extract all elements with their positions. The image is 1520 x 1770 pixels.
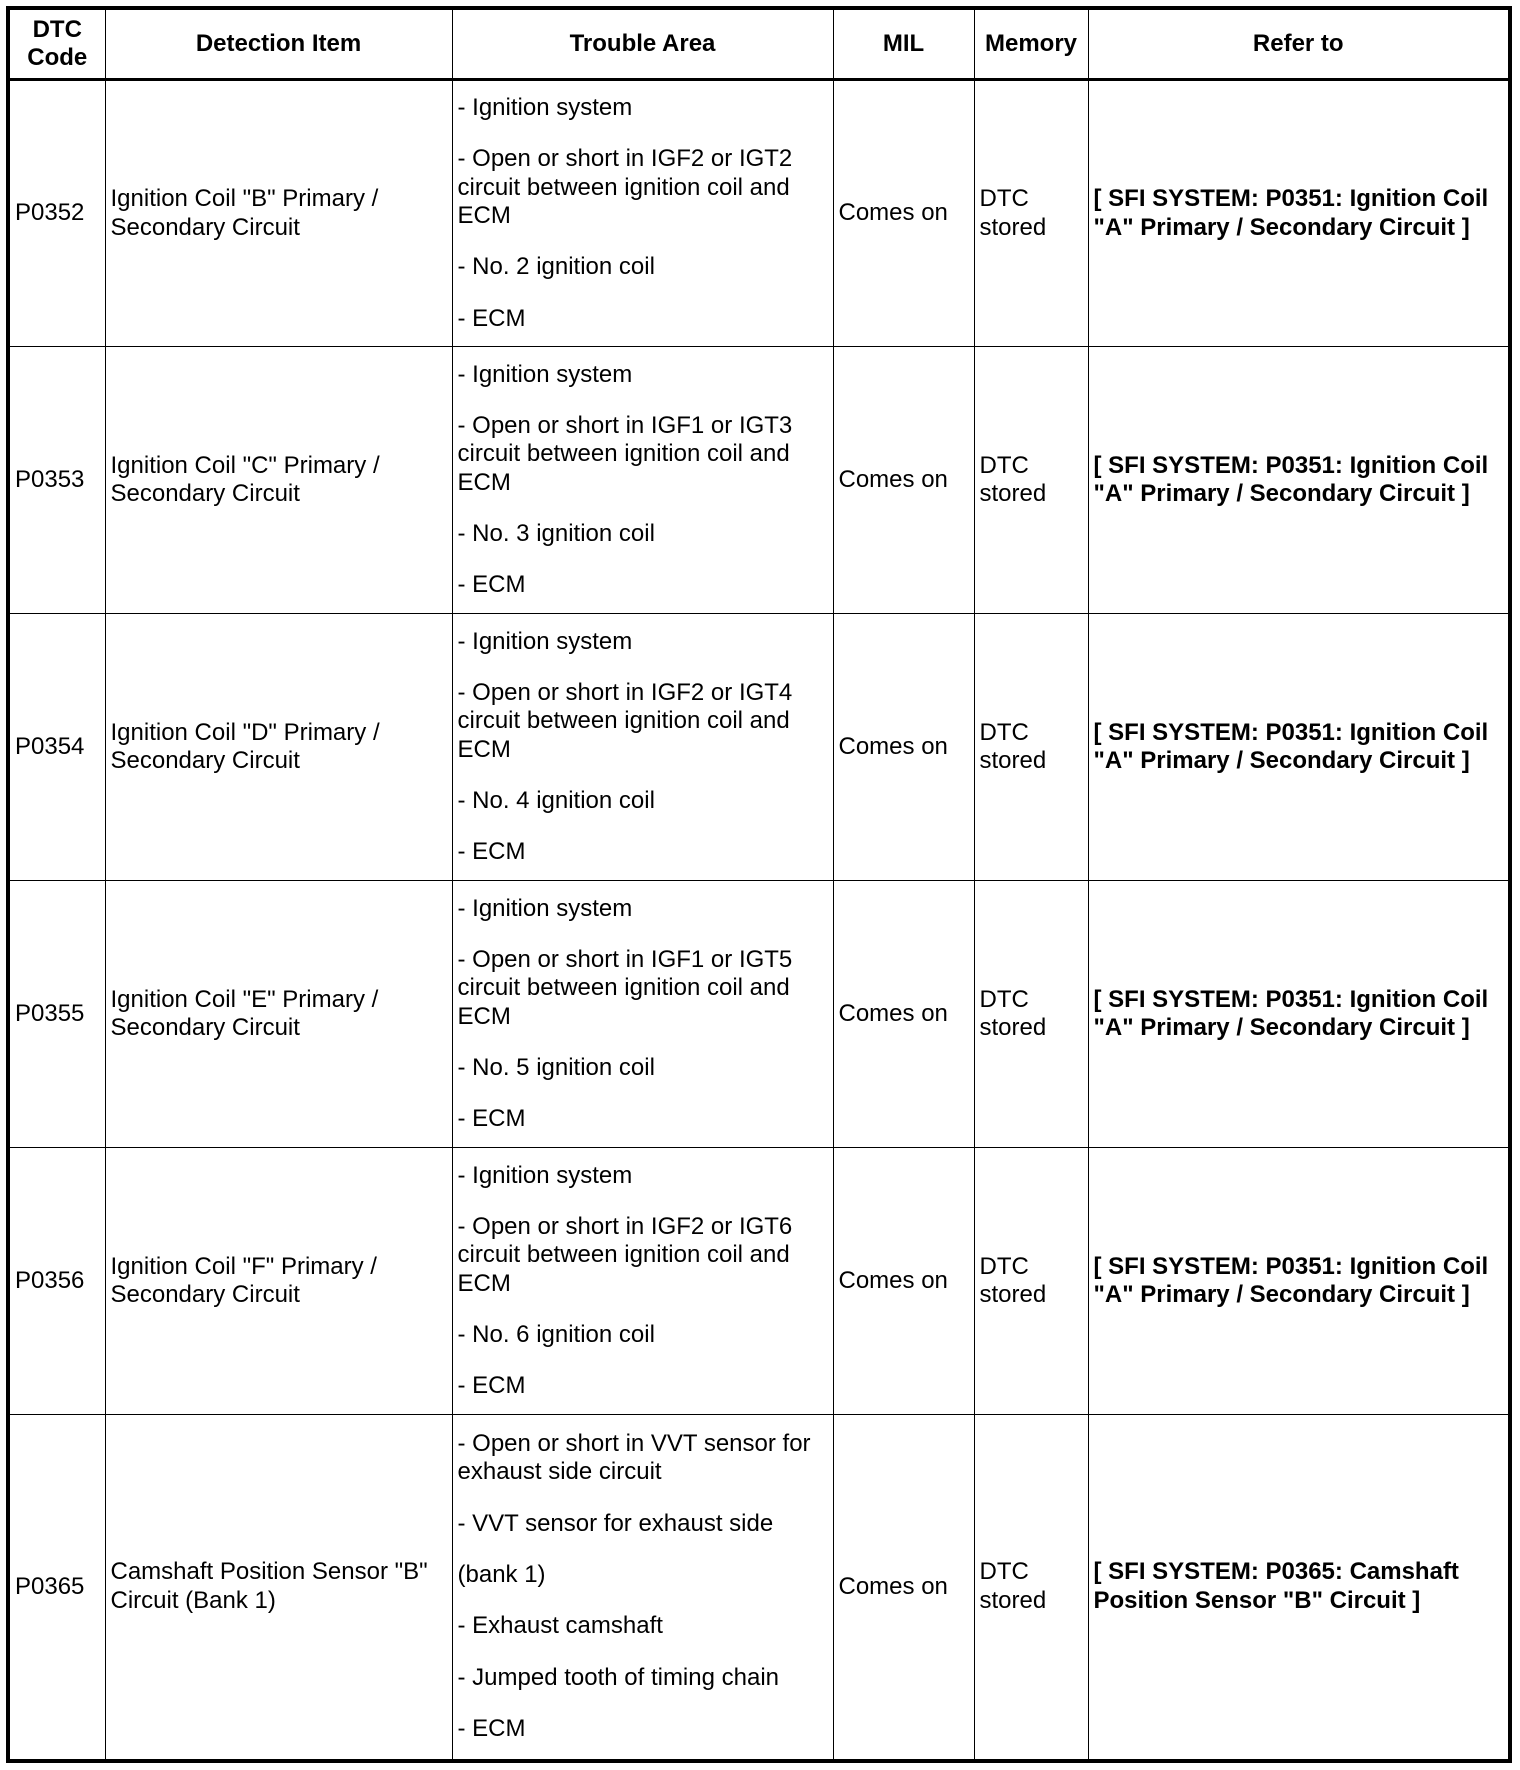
trouble-area-item: - Ignition system: [457, 1161, 633, 1189]
trouble-area-item: - ECM: [457, 1715, 526, 1743]
trouble-area-item: - Ignition system: [457, 94, 633, 122]
table-body: [8, 80, 1510, 1761]
dtc-table: [6, 6, 1512, 1763]
trouble-area-cell: [452, 614, 833, 881]
table-row: [8, 347, 1510, 614]
trouble-area-item: - ECM: [457, 838, 526, 866]
table-row: [8, 80, 1510, 347]
trouble-area-item: - No. 2 ignition coil: [457, 253, 655, 281]
trouble-area-item: - ECM: [457, 571, 526, 599]
header-refer-to: Refer to: [1088, 8, 1510, 80]
trouble-area-item: - ECM: [457, 1105, 526, 1133]
trouble-area-item: - Open or short in IGF1 or IGT5 circuit between ignition coil and ECM: [457, 945, 793, 1030]
trouble-area-cell: [452, 80, 833, 347]
table-row: [8, 881, 1510, 1148]
detection-item-cell: Camshaft Position Sensor "B" Circuit (Bank 1): [105, 1415, 452, 1761]
refer-to-cell: [ SFI SYSTEM: P0351: Ignition Coil "A" Primary / Secondary Circuit ]: [1088, 347, 1510, 614]
dtc-code-cell: P0356: [8, 1148, 105, 1415]
dtc-code-cell: P0365: [8, 1415, 105, 1761]
memory-cell: DTC stored: [974, 80, 1088, 347]
dtc-code-cell: P0354: [8, 614, 105, 881]
refer-to-cell: [ SFI SYSTEM: P0351: Ignition Coil "A" Primary / Secondary Circuit ]: [1088, 881, 1510, 1148]
table-row: [8, 1148, 1510, 1415]
trouble-area-item: - ECM: [457, 1372, 526, 1400]
trouble-area-item: - Exhaust camshaft: [457, 1612, 663, 1640]
detection-item-cell: Ignition Coil "C" Primary / Secondary Circuit: [105, 347, 452, 614]
detection-item-cell: Ignition Coil "D" Primary / Secondary Circuit: [105, 614, 452, 881]
trouble-area-cell: [452, 1415, 833, 1761]
mil-cell: Comes on: [833, 1415, 974, 1761]
trouble-area-cell: [452, 881, 833, 1148]
refer-to-cell: [ SFI SYSTEM: P0351: Ignition Coil "A" Primary / Secondary Circuit ]: [1088, 614, 1510, 881]
header-memory: Memory: [974, 8, 1088, 80]
mil-cell: Comes on: [833, 80, 974, 347]
refer-to-cell: [ SFI SYSTEM: P0351: Ignition Coil "A" Primary / Secondary Circuit ]: [1088, 80, 1510, 347]
trouble-area-item: - Ignition system: [457, 360, 633, 388]
trouble-area-item: - Open or short in IGF2 or IGT2 circuit between ignition coil and ECM: [457, 145, 793, 229]
header-detection-item: Detection Item: [105, 8, 452, 80]
mil-cell: Comes on: [833, 881, 974, 1148]
mil-cell: Comes on: [833, 614, 974, 881]
trouble-area-item: - Open or short in IGF2 or IGT4 circuit between ignition coil and ECM: [457, 678, 793, 763]
header-mil: MIL: [833, 8, 974, 80]
trouble-area-cell: [452, 347, 833, 614]
header-row: [8, 8, 1510, 80]
trouble-area-item: - ECM: [457, 304, 526, 332]
table-row: [8, 1415, 1510, 1761]
memory-cell: DTC stored: [974, 881, 1088, 1148]
dtc-code-cell: P0352: [8, 80, 105, 347]
trouble-area-item: - No. 5 ignition coil: [457, 1053, 655, 1081]
header-dtc-code: DTC Code: [8, 8, 105, 80]
trouble-area-item: - No. 6 ignition coil: [457, 1320, 655, 1348]
detection-item-cell: Ignition Coil "E" Primary / Secondary Circuit: [105, 881, 452, 1148]
trouble-area-item: - VVT sensor for exhaust side: [457, 1509, 774, 1537]
trouble-area-item: - No. 4 ignition coil: [457, 786, 655, 814]
trouble-area-item: - Ignition system: [457, 627, 633, 655]
dtc-code-cell: P0355: [8, 881, 105, 1148]
detection-item-cell: Ignition Coil "F" Primary / Secondary Circuit: [105, 1148, 452, 1415]
memory-cell: DTC stored: [974, 1148, 1088, 1415]
trouble-area-cell: [452, 1148, 833, 1415]
mil-cell: Comes on: [833, 347, 974, 614]
trouble-area-item: - No. 3 ignition coil: [457, 519, 655, 547]
dtc-code-cell: P0353: [8, 347, 105, 614]
detection-item-cell: Ignition Coil "B" Primary / Secondary Circuit: [105, 80, 452, 347]
memory-cell: DTC stored: [974, 1415, 1088, 1761]
trouble-area-item: - Open or short in IGF1 or IGT3 circuit between ignition coil and ECM: [457, 411, 793, 496]
mil-cell: Comes on: [833, 1148, 974, 1415]
refer-to-cell: [ SFI SYSTEM: P0351: Ignition Coil "A" Primary / Secondary Circuit ]: [1088, 1148, 1510, 1415]
trouble-area-item: - Jumped tooth of timing chain: [457, 1663, 780, 1691]
table-row: [8, 614, 1510, 881]
trouble-area-item: - Ignition system: [457, 894, 633, 922]
trouble-area-item: - Open or short in VVT sensor for exhaust side circuit: [457, 1430, 811, 1486]
memory-cell: DTC stored: [974, 614, 1088, 881]
refer-to-cell: [ SFI SYSTEM: P0365: Camshaft Position Sensor "B" Circuit ]: [1088, 1415, 1510, 1761]
trouble-area-item: - Open or short in IGF2 or IGT6 circuit between ignition coil and ECM: [457, 1212, 793, 1297]
header-trouble-area: Trouble Area: [452, 8, 833, 80]
memory-cell: DTC stored: [974, 347, 1088, 614]
trouble-area-item: (bank 1): [457, 1561, 546, 1589]
